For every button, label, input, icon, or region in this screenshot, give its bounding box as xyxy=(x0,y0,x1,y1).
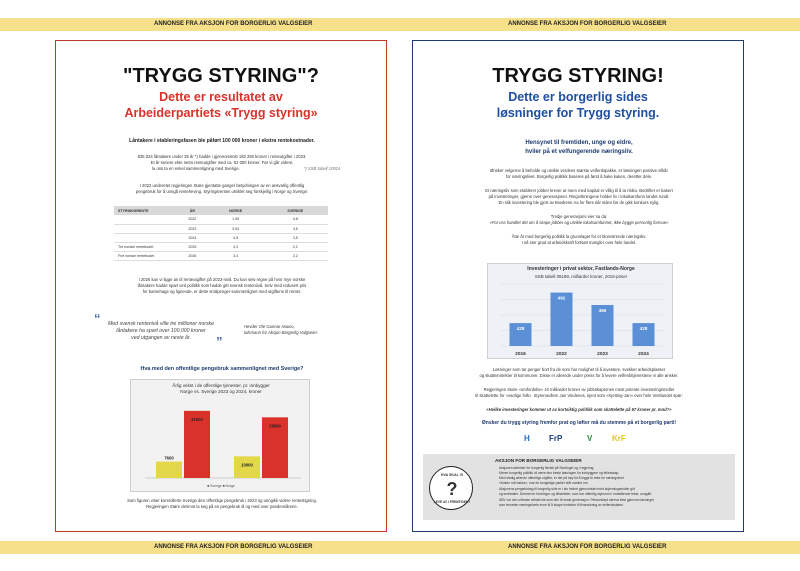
banner-text-right: ANNONSE FRA AKSJON FOR BORGERLIG VALGSEIER xyxy=(508,544,667,550)
right-p6-line1: Regjeringen Støre «omfordelte» 10 milliarder kroner av jobbskapernes mest potente investeringsmidler xyxy=(483,387,675,392)
right-p6-line2: til skattelette for «vanlige folk». Styremedlem Jan Vindenes, kjent som «Kjetting-Jan» over hele Vestlandet spør: xyxy=(475,393,683,398)
list-item: Aksjonens pengebidrag til borgerlig side er i sin helhet gjennomført med skjermingsmidler gitt xyxy=(499,487,635,491)
left-after-line1: Som figuren viser kontrollerte Sverige den offentlige pengebruk i 2023 og unngikk videre rentestigning. xyxy=(127,498,317,503)
table-cell: 3,4 xyxy=(209,251,263,260)
banner-text-right: ANNONSE FRA AKSJON FOR BORGERLIG VALGSEIER xyxy=(508,21,667,27)
logo-text-top: HVA SKAL VI xyxy=(440,473,464,477)
data-label: 7600 xyxy=(164,455,174,461)
banner-text-left: ANNONSE FRA AKSJON FOR BORGERLIG VALGSEIER xyxy=(154,21,313,27)
data-label: 466 xyxy=(598,307,607,313)
info-box-title: AKSJON FOR BORGERLIG VALGSEIER xyxy=(495,458,582,463)
question-mark-icon: ? xyxy=(446,479,458,499)
table-cell xyxy=(114,233,176,242)
table-cell: Fire norske rentebudet xyxy=(114,251,176,260)
table-cell: 2022 xyxy=(176,215,209,224)
x-tick-label: 2024 xyxy=(638,352,649,357)
table-cell: 2024 xyxy=(176,233,209,242)
party-frp: FrP xyxy=(549,434,563,443)
data-label: 31000 xyxy=(191,416,203,422)
chart-title-line2: Norge vs. Sverige 2023 og 2024, kroner xyxy=(180,389,262,394)
investment-chart xyxy=(487,263,673,359)
right-p2-line2: på investeringer, gjerne over generasjoner. Ringvirkningene holder liv i lokalsamfunn landet rundt. xyxy=(488,194,670,199)
left-p2-line2: pengebruk for å unngå renteheving. Styringsrenten utviklet seg forskjellig i Norge og Sverige: xyxy=(135,189,309,194)
left-p3-line1: I 2026 kan vi ligge an til renteutgifter på 2023-nivå. Du kan selv regne på hvor mye norske xyxy=(138,277,306,282)
left-p3-line3: for barnehage og lignende, er dette småpenger sammenlignet med utgiftene til renter. xyxy=(142,289,302,294)
table-cell: 2,2 xyxy=(263,242,328,251)
quote-line2: låntakere ha spart over 100.000 kroner xyxy=(116,328,206,334)
table-cell: 2025 xyxy=(176,242,209,251)
table-row xyxy=(114,215,328,224)
bottom-banner xyxy=(0,541,800,554)
top-banner xyxy=(0,18,800,31)
table-cell: 0,8 xyxy=(263,215,328,224)
bar-2022 xyxy=(551,293,573,346)
table-header: STYRINGSRENTE xyxy=(114,206,176,215)
left-subhead-1: Dette er resultatet av xyxy=(159,90,283,104)
table-cell xyxy=(114,215,176,224)
chart-title-line1: Investeringer i privat sektor, Fastlands-Norge xyxy=(527,266,635,272)
banner-text-left: ANNONSE FRA AKSJON FOR BORGERLIG VALGSEIER xyxy=(154,544,313,550)
list-item: ABV var den ultimate velskrivde som den til neste generasjon. Pelsevskept skreva best gjennom løsninger xyxy=(499,498,655,502)
aksjon-logo xyxy=(429,466,473,510)
chart-title-line1: Årlig vekst i de offentlige tjenester, pr. innbygger xyxy=(172,383,270,388)
table-cell: 2,2 xyxy=(263,251,328,260)
list-item: Med stadig økende offentlige utgifter, er det på høy tid å legge til rette for næringslivet. xyxy=(499,476,625,480)
right-lead-1: Hensynet til fremtiden, unge og eldre, xyxy=(525,140,633,146)
table-row xyxy=(114,224,328,233)
left-p1-line1: 835 024 låntakere under 35 år *) hadde i gjennomsnitt 183 250 kroner i renteutgifter i 2023. xyxy=(137,154,307,159)
table-row xyxy=(114,242,328,251)
data-label: 428 xyxy=(639,326,648,332)
right-p7: «Hvilke investeringer kommer ut av kortsiktig politikk som skattelette på 57 kroner pr. mnd?» xyxy=(486,407,672,412)
right-p5-line1: Løsninger som tar penger bort fra de som har mulighet til å investere, svekker arbeidsplasser xyxy=(492,367,666,372)
list-item: Aksjonen arbeider for borgerlig flertall på Stortinget og i regjering. xyxy=(499,466,595,470)
data-label: 492 xyxy=(557,295,566,301)
table-cell: Tre norske rentebudet xyxy=(114,242,176,251)
left-p1-line3: la oss ta en enkel sammenligning med Sverige. xyxy=(152,166,240,171)
quote-line3: ved utgangen av neste år. xyxy=(131,335,191,341)
data-label: 28000 xyxy=(269,423,281,429)
data-label: 428 xyxy=(516,326,525,332)
right-p3-line1: Tredje generasjons eier sa da: xyxy=(550,214,608,219)
chart-legend: ■ Sverige ■ Norge xyxy=(207,484,235,488)
left-p3-line2: låntakere hadde spart ved politikk som hadde gitt svensk renteniivå. Selv med redusert pris xyxy=(137,283,307,288)
table-header: ÅR xyxy=(176,206,209,215)
quote-line1: Med svensk rentenivå ville tre millioner norske xyxy=(107,321,215,327)
right-p3-line2: «For oss handlet det om å skape jobber og utvikle lokalsamfunnet, ikke bygge personlig formue» xyxy=(489,220,669,225)
right-subhead-2: løsninger for Trygg styring. xyxy=(496,106,660,120)
table-cell: 4,5 xyxy=(209,233,263,242)
table-cell: 3,5 xyxy=(263,233,328,242)
list-item: og innbetaler. Dermed er fordringer og tilhøriteter, som har offentlig stymonni i motstående tekst, unngått. xyxy=(499,492,652,496)
public-spending-chart xyxy=(130,379,310,492)
table-row xyxy=(114,251,328,260)
left-lead: Låntakere i etableringsfasen ble påført 100 000 kroner i ekstra rentekostnader. xyxy=(129,138,315,144)
left-chart-heading: Hva med den offentlige pengebruk sammenlignet med Sverige? xyxy=(140,366,304,372)
right-p1-line2: for næringslivet. Borgerlig politikk baseres på først å bake kaken, deretter dele. xyxy=(505,174,653,179)
logo-text-bottom: LEVE AV I FREMTIDEN? xyxy=(433,500,471,504)
open-quote-icon: “ xyxy=(94,311,101,326)
left-headline: "TRYGG STYRING"? xyxy=(122,65,319,87)
table-cell: 2023 xyxy=(176,224,209,233)
right-lead-2: hviler på et velfungerende næringsliv. xyxy=(525,149,633,155)
table-header-row xyxy=(114,206,328,215)
left-p1-note: *) SSB tabell 10924 xyxy=(303,166,341,171)
policy-rate-table xyxy=(114,206,328,261)
left-page xyxy=(55,40,387,532)
list-item: «Kaken må bakes», noe de borgerlige partier står samlet om. xyxy=(499,481,589,485)
right-p2-line1: Et næringsliv som etablerer jobber krever at noen med kapital er villig til å ta risiko. Bedrifter er basert xyxy=(485,188,673,193)
left-after-line2: Regjeringen Støre derimot la seg på en pengebruk til og med over pandemiårene. xyxy=(146,504,298,509)
public-spending-chart-svg xyxy=(131,380,311,493)
list-item: Mener borgerlig politikk vil være den beste løsningen for innbyggere og fellesskap. xyxy=(499,471,620,475)
quote-author: Hevder Ole Gunnar Hauso, xyxy=(244,324,295,329)
investment-chart-svg xyxy=(488,264,674,360)
bar-sverige-2023 xyxy=(156,462,182,478)
right-p2-line3: En slik investering ble gjort av Brødrene Aa for flere tiår siden før de gikk konkurs nylig. xyxy=(498,200,660,205)
right-p1-line1: Ønsker velgerne å beholde og utvikle verdens største velferdspakke, er løsningen positive vilkår xyxy=(490,168,668,173)
table-cell: 2026 xyxy=(176,251,209,260)
x-tick-label: 2016 xyxy=(515,352,526,357)
x-tick-label: 2022 xyxy=(556,352,567,357)
right-p8: Ønsker du trygg styring fremfor prat og løfter må du stemme på et borgerlig parti! xyxy=(481,420,677,426)
party-v: V xyxy=(587,434,593,443)
right-p4-line1: Åtte år med borgerlig politikk la grunnlaget for et blomstrende næringsliv. xyxy=(511,234,647,239)
right-subhead-1: Dette er borgerlig sides xyxy=(508,90,648,104)
list-item: som trenetter næringslivets evne til å skape inntekter til finansiering av velferdsstaten. xyxy=(499,503,624,507)
left-p1-line2: Et år senere ekte netto renteutgifter med ca. 52 000 kroner. Før vi går videre, xyxy=(150,160,294,165)
table-cell xyxy=(114,224,176,233)
left-p2-line1: I 2022 underetet regjeringen Støre gjentatte ganger betydningen av en ansvarlig offentlig xyxy=(139,183,305,188)
right-p4-line2: I så stor grad at arbeidskraft fortsatt mangler over hele landet. xyxy=(521,240,637,245)
table-cell: 4,3 xyxy=(209,242,263,251)
table-cell: 1,55 xyxy=(209,215,263,224)
table-header: SVERIGE xyxy=(263,206,328,215)
table-cell: 3,54 xyxy=(209,224,263,233)
right-headline: TRYGG STYRING! xyxy=(492,65,664,87)
close-quote-icon: ” xyxy=(216,334,223,349)
data-label: 10000 xyxy=(241,462,253,468)
quote-role: talsmann for Aksjon Borgerlig Valgseier. xyxy=(244,330,319,335)
right-p5-line2: og skatteinntekter til kommuner. Disse er allerede under press for å levere velferdstjenestene vi alle ønsker. xyxy=(479,373,679,378)
table-row xyxy=(114,233,328,242)
left-subhead-2: Arbeiderpartiets «Trygg styring» xyxy=(124,106,318,120)
chart-title-line2: SSB tabell 09189, milliarder kroner, 2015-priser xyxy=(534,274,628,279)
party-krf: KrF xyxy=(612,434,626,443)
party-h: H xyxy=(524,434,530,443)
table-header: NORGE xyxy=(209,206,263,215)
x-tick-label: 2023 xyxy=(597,352,608,357)
table-cell: 3,5 xyxy=(263,224,328,233)
right-page xyxy=(412,40,744,532)
